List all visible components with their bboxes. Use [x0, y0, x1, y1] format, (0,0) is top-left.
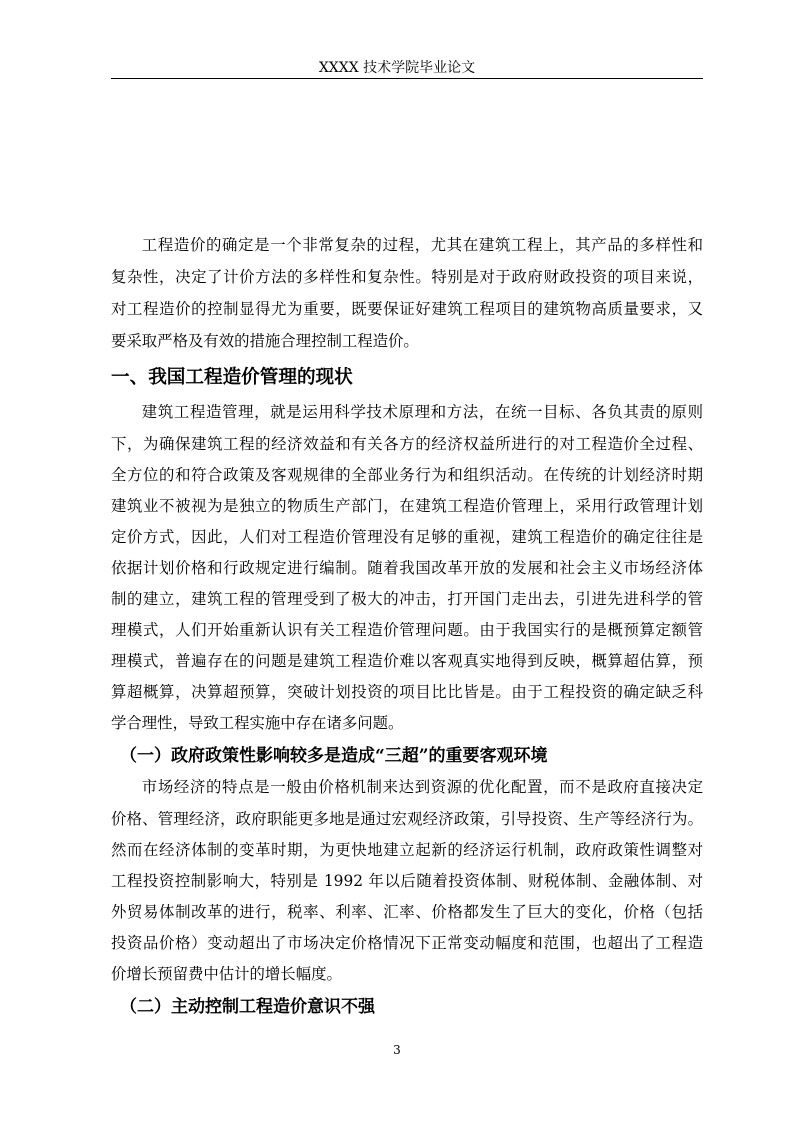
paragraph-line: 工程投资控制影响大，特别是 1992 年以后随着投资体制、财税体制、金融体制、对 [111, 871, 703, 890]
paragraph-line: 工程造价的确定是一个非常复杂的过程，尤其在建筑工程上，其产品的多样性和 [141, 236, 703, 254]
paragraph-line: 依据计划价格和行政规定进行编制。随着我国改革开放的发展和社会主义市场经济体 [111, 558, 703, 577]
page-number: 3 [393, 1043, 401, 1057]
paragraph-line: 算超概算，决算超预算，突破计划投资的项目比比皆是。由于工程投资的确定缺乏科 [111, 683, 703, 702]
paragraph-line: 复杂性，决定了计价方法的多样性和复杂性。特别是对于政府财政投资的项目来说， [111, 268, 703, 286]
subsection1-paragraph [111, 772, 703, 990]
paragraph-line: 学合理性，导致工程实施中存在诸多问题。 [111, 714, 404, 733]
running-header-title: XXXX 技术学院毕业论文 [318, 60, 476, 76]
subsection-heading: （二）主动控制工程造价意识不强 [120, 997, 375, 1017]
paragraph-line: 市场经济的特点是一般由价格机制来达到资源的优化配置，而不是政府直接决定 [141, 778, 703, 797]
paragraph-line: 理模式，普遍存在的问题是建筑工程造价难以客观真实地得到反映，概算超估算，预 [111, 652, 703, 671]
paragraph-line: 建筑工程造管理，就是运用科学技术原理和方法，在统一目标、各负其责的原则 [141, 403, 703, 422]
paragraph-line: 理模式，人们开始重新认识有关工程造价管理问题。由于我国实行的是概预算定额管 [111, 621, 703, 640]
paragraph-line: 下，为确保建筑工程的经济效益和有关各方的经济权益所进行的对工程造价全过程、 [111, 434, 703, 453]
section1-paragraph [111, 397, 703, 739]
paragraph-line: 定价方式，因此，人们对工程造价管理没有足够的重视，建筑工程造价的确定往往是 [111, 527, 703, 546]
paragraph-line: 建筑业不被视为是独立的物质生产部门，在建筑工程造价管理上，采用行政管理计划 [111, 496, 703, 515]
section-heading: 一、我国工程造价管理的现状 [111, 367, 353, 388]
header-rule [111, 78, 703, 79]
subsection-heading: （一）政府政策性影响较多是造成“三超”的重要客观环境 [120, 746, 548, 766]
paragraph-line: 对工程造价的控制显得尤为重要，既要保证好建筑工程项目的建筑物高质量要求，又 [111, 300, 703, 318]
paragraph-line: 投资品价格）变动超出了市场决定价格情况下正常变动幅度和范围，也超出了工程造 [111, 934, 703, 953]
intro-paragraph [111, 229, 703, 357]
paragraph-line: 然而在经济体制的变革时期，为更快地建立起新的经济运行机制，政府政策性调整对 [111, 840, 703, 859]
paragraph-line: 价增长预留费中估计的增长幅度。 [111, 965, 342, 984]
paragraph-line: 价格、管理经济，政府职能更多地是通过宏观经济政策，引导投资、生产等经济行为。 [111, 809, 703, 828]
paragraph-line: 制的建立，建筑工程的管理受到了极大的冲击，打开国门走出去，引进先进科学的管 [111, 590, 703, 608]
paragraph-line: 全方位的和符合政策及客观规律的全部业务行为和组织活动。在传统的计划经济时期 [111, 465, 703, 484]
paragraph-line: 要采取严格及有效的措施合理控制工程造价。 [111, 332, 419, 350]
paragraph-line: 外贸易体制改革的进行，税率、利率、汇率、价格都发生了巨大的变化，价格（包括 [111, 903, 703, 922]
